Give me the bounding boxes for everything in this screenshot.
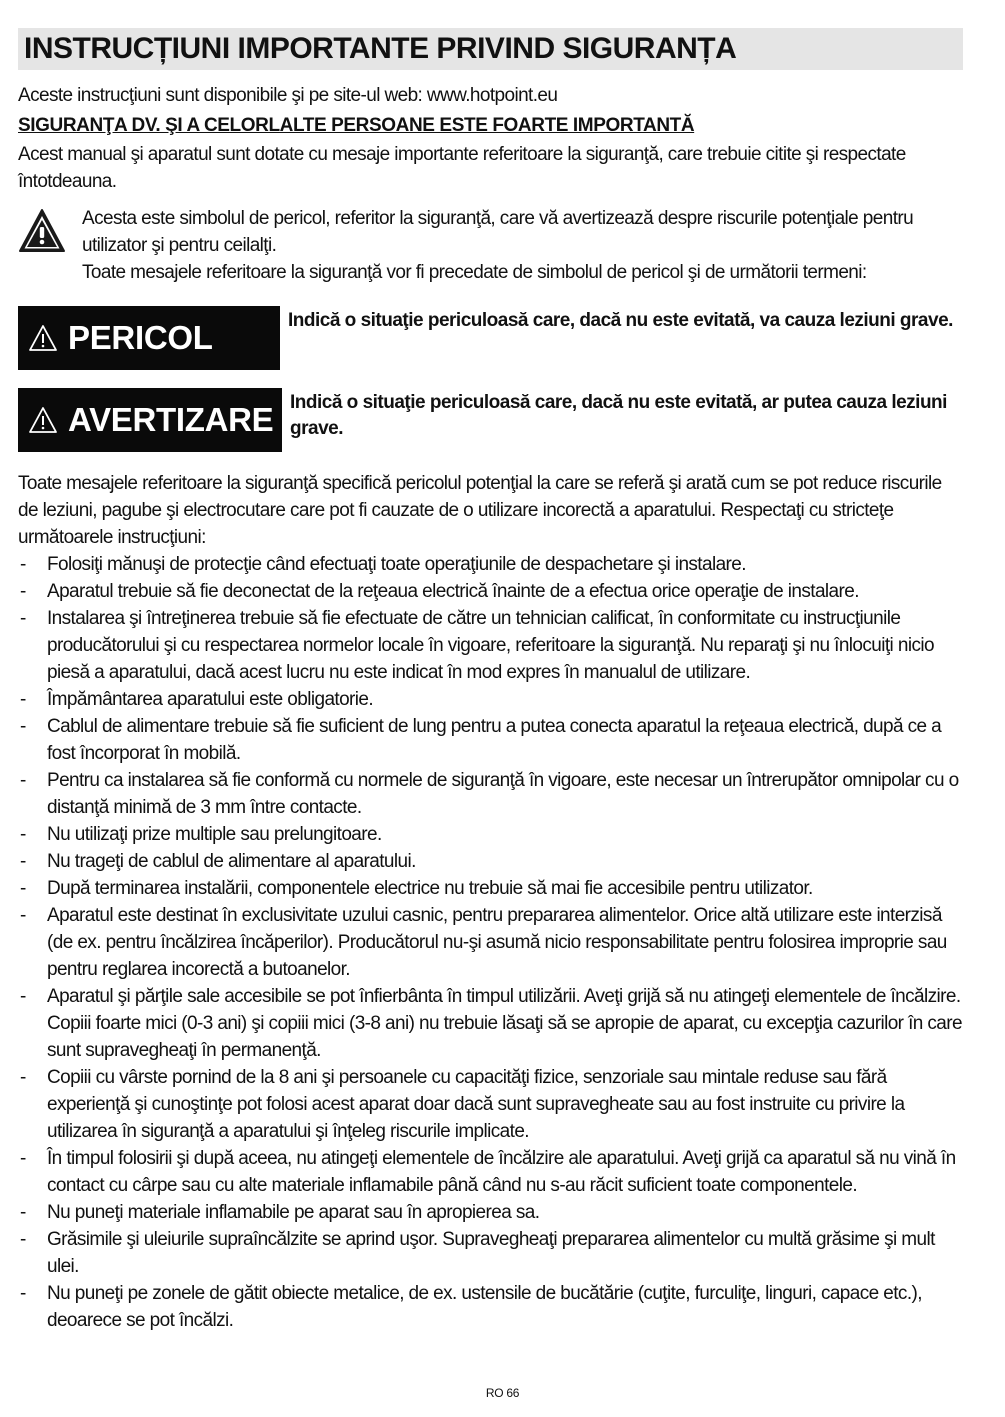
- intro-paragraph: Acest manual şi aparatul sunt dotate cu mesaje importante referitoare la siguranţă, care trebuie citite şi respectate întotdeauna.: [18, 144, 906, 192]
- signal-description: Indică o situaţie periculoasă care, dacă nu este evitată, ar putea cauza leziuni grave.: [290, 392, 947, 439]
- signal-row-pericol: [18, 306, 963, 370]
- list-item: - Împământarea aparatului este obligatorie.: [18, 686, 963, 713]
- signal-word: PERICOL: [68, 319, 213, 356]
- website-line: Aceste instrucţiuni sunt disponibile şi pe site-ul web: www.hotpoint.eu: [18, 85, 558, 106]
- symbol-explanation: Acesta este simbolul de pericol, referitor la siguranţă, care vă avertizează despre riscurile potenţiale pentru utilizator şi pentru ceilalţi.: [82, 208, 914, 256]
- document-page: [18, 28, 963, 1334]
- hazard-symbol-note: [18, 205, 963, 286]
- signal-row-avertizare: [18, 388, 963, 452]
- list-item: - Copiii cu vârste pornind de la 8 ani şi persoanele cu capacităţi fizice, senzoriale sau mintale reduse sau fără experienţă şi cunoştinţe pot folosi acest aparat doar dacă sunt supravegheate sau au fost instruite cu privire la utilizarea în siguranţă a aparatului şi înţeleg riscurile implicate.: [18, 1064, 963, 1145]
- list-item: - Nu utilizaţi prize multiple sau prelungitoare.: [18, 821, 963, 848]
- list-item: - Folosiţi mănuşi de protecţie când efectuaţi toate operaţiunile de despachetare şi instalare.: [18, 551, 963, 578]
- list-item: - Instalarea şi întreţinerea trebuie să fie efectuate de către un tehnician calificat, în conformitate cu instrucţiunile producătorului şi cu respectarea normelor locale în vigoare, referitoare la siguranţă. Nu reparaţi şi nu înlocuiţi nicio piesă a aparatului, dacă acest lucru nu este indicat în mod expres în manualul de utilizare.: [18, 605, 963, 686]
- list-item: - Aparatul trebuie să fie deconectat de la reţeaua electrică înainte de a efectua orice operaţie de instalare.: [18, 578, 963, 605]
- list-item: - Pentru ca instalarea să fie conformă cu normele de siguranţă în vigoare, este necesar un întrerupător omnipolar cu o distanţă minimă de 3 mm între contacte.: [18, 767, 963, 821]
- warning-outline-icon: [28, 406, 58, 434]
- list-item: - Cablul de alimentare trebuie să fie suficient de lung pentru a putea conecta aparatul la reţeaua electrică, după ce a fost încorporat în mobilă.: [18, 713, 963, 767]
- page-number: RO 66: [485, 1386, 520, 1400]
- signal-description: Indică o situaţie periculoasă care, dacă nu este evitată, va cauza leziuni grave.: [288, 310, 953, 331]
- signal-word-box: [18, 306, 280, 370]
- list-item: - Grăsimile şi uleiurile supraîncălzite se aprind uşor. Supravegheaţi prepararea alimentelor cu multă grăsime şi mult ulei.: [18, 1226, 963, 1280]
- list-item: - După terminarea instalării, componentele electrice nu trebuie să mai fie accesibile pentru utilizator.: [18, 875, 963, 902]
- list-item: - Aparatul este destinat în exclusivitate uzului casnic, pentru prepararea alimentelor. Orice altă utilizare este interzisă (de ex. pentru încălzirea încăperilor). Producătorul nu-şi asumă nicio responsabilitate pentru folosirea improprie sau pentru reglarea incorectă a butoanelor.: [18, 902, 963, 983]
- safety-rules-list: [18, 551, 963, 1334]
- list-item: - Nu puneţi materiale inflamabile pe aparat sau în apropierea sa.: [18, 1199, 963, 1226]
- list-item: - Aparatul şi părţile sale accesibile se pot înfierbânta în timpul utilizării. Aveţi grijă să nu atingeţi elementele de încălzire. Copiii foarte mici (0-3 ani) şi copiii mici (3-8 ani) nu trebuie lăsaţi să se apropie de aparat, cu excepţia cazurilor în care sunt supravegheaţi în permanenţă.: [18, 983, 963, 1064]
- list-item: - Nu puneţi pe zonele de gătit obiecte metalice, de ex. ustensile de bucătărie (cuţite, furculiţe, linguri, capace etc.), deoarece se pot încălzi.: [18, 1280, 963, 1334]
- page-title-text: INSTRUCȚIUNI IMPORTANTE PRIVIND SIGURANȚA: [24, 32, 737, 65]
- page-title: [18, 28, 963, 70]
- general-paragraph: Toate mesajele referitoare la siguranţă specifică pericolul potenţial la care se referă şi arată cum se pot reduce riscurile de leziuni, pagube şi electrocutare care pot fi cauzate de o utilizare incorectă a aparatului. Respectaţi cu stricteţe următoarele instrucţiuni:: [18, 473, 942, 548]
- list-item: - În timpul folosirii şi după aceea, nu atingeţi elementele de încălzire ale aparatului. Aveţi grijă ca aparatul să nu vină în contact cu cârpe sau cu alte materiale inflamabile până când nu s-au răcit suficient toate componentele.: [18, 1145, 963, 1199]
- signal-word-box: [18, 388, 282, 452]
- warning-triangle-icon: [18, 207, 66, 255]
- list-item: - Nu trageţi de cablul de alimentare al aparatului.: [18, 848, 963, 875]
- section-subheading: SIGURANŢA DV. ŞI A CELORLALTE PERSOANE ESTE FOARTE IMPORTANTĂ: [18, 115, 695, 136]
- signal-word: AVERTIZARE: [68, 401, 274, 438]
- warning-outline-icon: [28, 324, 58, 352]
- symbol-terms-intro: Toate mesajele referitoare la siguranţă vor fi precedate de simbolul de pericol şi de următorii termeni:: [82, 262, 867, 283]
